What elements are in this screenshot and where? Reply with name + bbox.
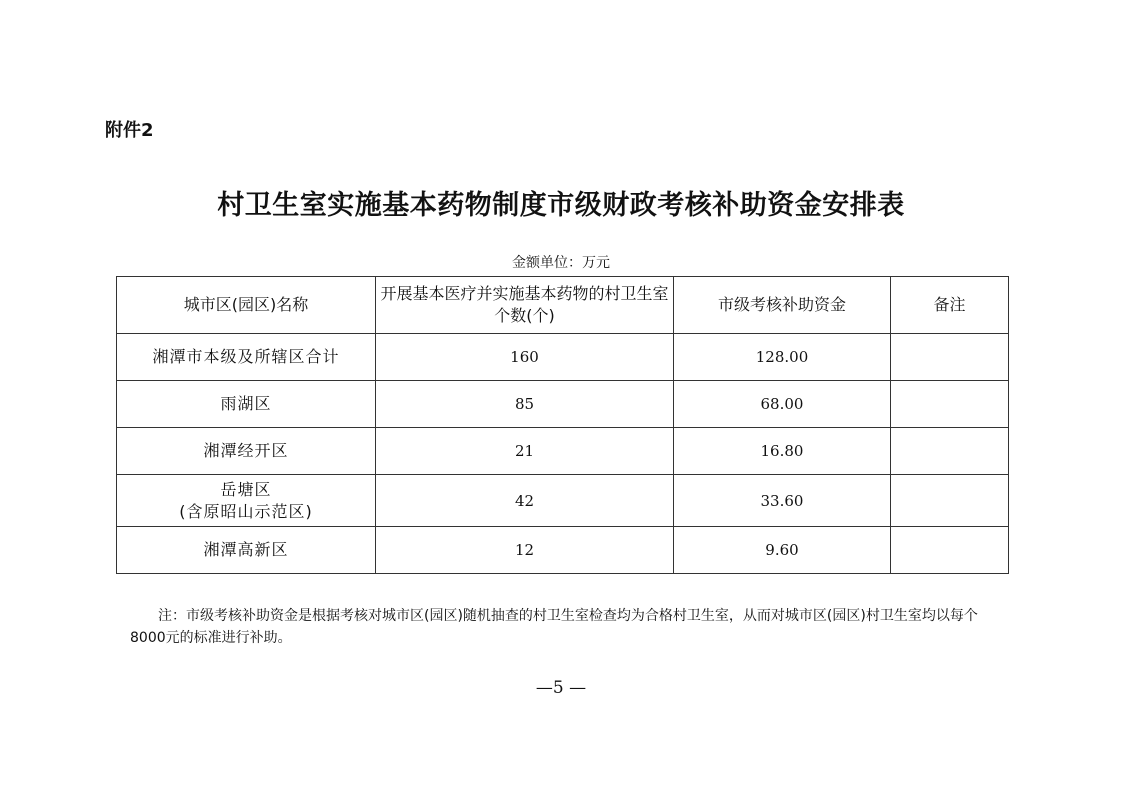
cell-clinic-count: 42 [376, 475, 674, 527]
district-name: 湘潭市本级及所辖区合计 [152, 347, 340, 366]
page-number: —5 — [535, 678, 587, 698]
cell-subsidy-funds: 33.60 [674, 475, 891, 527]
subsidy-table [116, 276, 1009, 574]
district-name: 湘潭经开区 [203, 441, 289, 460]
table-row [117, 527, 1009, 574]
cell-district-name [117, 527, 376, 574]
header-clinic-count: 开展基本医疗并实施基本药物的村卫生室个数(个) [376, 277, 674, 334]
table-row [117, 428, 1009, 475]
table-row [117, 475, 1009, 527]
table-row [117, 381, 1009, 428]
header-subsidy-funds: 市级考核补助资金 [674, 277, 891, 334]
cell-district-name [117, 428, 376, 475]
footnote [130, 605, 1010, 649]
table-row [117, 334, 1009, 381]
cell-remarks [891, 381, 1009, 428]
cell-clinic-count: 85 [376, 381, 674, 428]
district-name: 雨湖区 [220, 394, 272, 413]
amount-unit: 金额单位：万元 [512, 255, 610, 271]
attachment-label: 附件2 [105, 120, 154, 141]
footnote-text: 注：市级考核补助资金是根据考核对城市区(园区)随机抽查的村卫生室检查均为合格村卫生室，从而对城市区(园区)村卫生室均以每个8000元的标准进行补助。 [130, 608, 978, 646]
cell-clinic-count: 12 [376, 527, 674, 574]
cell-subsidy-funds: 16.80 [674, 428, 891, 475]
cell-district-name [117, 334, 376, 381]
header-district-name: 城市区(园区)名称 [117, 277, 376, 334]
cell-remarks [891, 334, 1009, 381]
district-name: 湘潭高新区 [203, 540, 289, 559]
district-name-note: (含原昭山示范区) [179, 501, 313, 521]
cell-subsidy-funds: 68.00 [674, 381, 891, 428]
cell-district-name [117, 475, 376, 527]
cell-clinic-count: 21 [376, 428, 674, 475]
table-header-row [117, 277, 1009, 334]
cell-subsidy-funds: 128.00 [674, 334, 891, 381]
cell-remarks [891, 475, 1009, 527]
cell-remarks [891, 428, 1009, 475]
cell-district-name [117, 381, 376, 428]
document-title: 村卫生室实施基本药物制度市级财政考核补助资金安排表 [217, 190, 905, 221]
header-remarks: 备注 [891, 277, 1009, 334]
cell-subsidy-funds: 9.60 [674, 527, 891, 574]
district-name: 岳塘区 [220, 479, 272, 499]
cell-remarks [891, 527, 1009, 574]
cell-clinic-count: 160 [376, 334, 674, 381]
